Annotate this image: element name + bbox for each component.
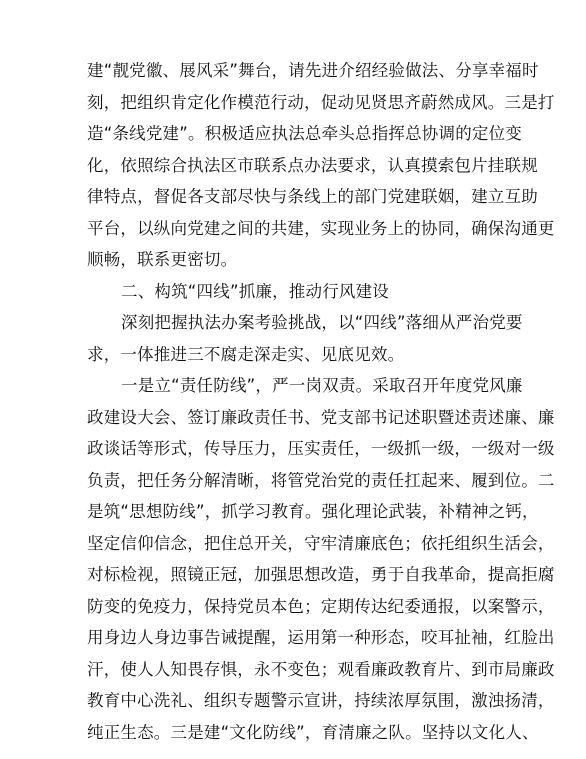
text-line: 汗，使人人知畏存惧，永不变色；观看廉政教育片、到市局廉政: [87, 659, 555, 679]
text-line: 化，依照综合执法区市联系点办法要求，认真摸索包片挂联规: [87, 155, 538, 175]
text-line: 坚定信仰信念，把住总开关，守牢清廉底色；依托组织生活会，: [87, 533, 555, 553]
text-line: 政谈话等形式，传导压力，压实责任，一级抓一级，一级对一级: [87, 439, 555, 458]
text-line: 是筑“思想防线”，抓学习教育。强化理论武装，补精神之钙，: [87, 502, 539, 521]
text-line: 造“条线党建”。积极适应执法总牵头总指挥总协调的定位变: [87, 124, 522, 143]
text-line: 负责，把任务分解清晰，将管党治党的责任扛起来、履到位。二: [87, 470, 555, 490]
section-heading: 二、构筑“四线”抓廉，推动行风建设: [121, 281, 389, 301]
text-line: 建“靓党徽、展风采”舞台，请先进介绍经验做法、分享幸福时: [87, 61, 539, 80]
text-line: 用身边人身边事告诫提醒，运用第一种形态，咬耳扯袖，红脸出: [87, 628, 555, 647]
text-line: 顺畅，联系更密切。: [87, 250, 238, 269]
text-line: 纯正生态。三是建“文化防线”，育清廉之队。坚持以文化人、: [87, 722, 539, 742]
text-line: 教育中心洗礼、组织专题警示宣讲，持续浓厚氛围，激浊扬清，: [87, 691, 555, 710]
text-line: 政建设大会、签订廉政责任书、党支部书记述职暨述责述廉、廉: [87, 407, 555, 427]
text-line: 刻，把组织肯定化作模范行动，促动见贤思齐蔚然成风。三是打: [87, 92, 555, 112]
text-line: 对标检视，照镜正冠，加强思想改造，勇于自我革命，提高拒腐: [87, 565, 555, 584]
text-line: 求，一体推进三不腐走深走实、见底见效。: [87, 344, 405, 364]
text-line: 律特点，督促各支部尽快与条线上的部门党建联姻，建立互助: [87, 187, 538, 206]
text-line: 一是立“责任防线”，严一岗双责。采取召开年度党风廉: [121, 376, 523, 395]
text-line: 防变的免疫力，保持党员本色；定期传达纪委通报，以案警示，: [87, 596, 555, 616]
text-line: 深刻把握执法办案考验挑战，以“四线”落细从严治党要: [121, 313, 523, 332]
text-line: 平台，以纵向党建之间的共建，实现业务上的协同，确保沟通更: [87, 218, 555, 238]
